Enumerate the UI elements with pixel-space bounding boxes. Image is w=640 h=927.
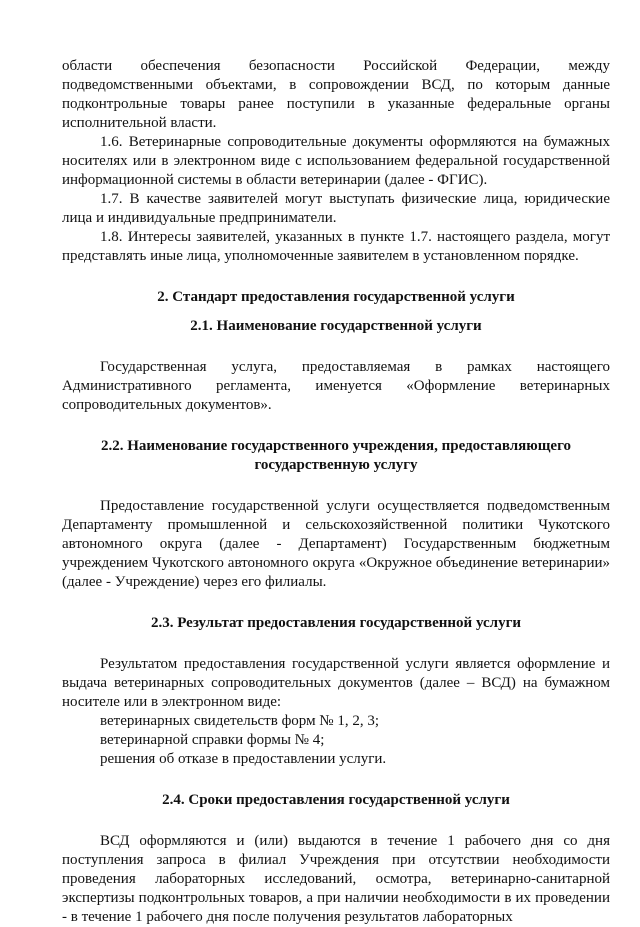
subsection-2-4-text: ВСД оформляются и (или) выдаются в течение 1 рабочего дня со дня поступления запроса в филиал Учреждения при отсутствии необходимости проведения лабораторных исследований, осмотра, ветеринарно-санитарной экспертизы подконтрольных товаров, а при наличии необходимости в их проведении - в течение 1 рабочего дня после получения результатов лабораторных bbox=[62, 833, 610, 925]
subsection-2-2-heading: 2.2. Наименование государственного учреждения, предоставляющего государственную услугу bbox=[100, 438, 572, 473]
document-page bbox=[62, 57, 610, 927]
subsection-2-1-heading: 2.1. Наименование государственной услуги bbox=[190, 318, 482, 334]
list-item: ветеринарных свидетельств форм № 1, 2, 3; bbox=[100, 713, 380, 729]
paragraph-intro: области обеспечения безопасности Российской Федерации, между подведомственными объектами, в сопровождении ВСД, по которым данные подконтрольные товары ранее поступили в указанные федеральные органы исполнительной власти. bbox=[62, 58, 610, 131]
subsection-2-4-heading: 2.4. Сроки предоставления государственной услуги bbox=[162, 792, 510, 808]
paragraph-1-6: 1.6. Ветеринарные сопроводительные документы оформляются на бумажных носителях или в электронном виде с использованием федеральной государственной информационной системы в области ветеринарии (далее - ФГИС). bbox=[62, 134, 610, 188]
subsection-2-1-text: Государственная услуга, предоставляемая в рамках настоящего Административного регламента, именуется «Оформление ветеринарных сопроводительных документов». bbox=[62, 359, 610, 413]
list-item: ветеринарной справки формы № 4; bbox=[100, 732, 325, 748]
subsection-2-2-text: Предоставление государственной услуги осуществляется подведомственным Департаменту промышленной и сельскохозяйственной политики Чукотского автономного округа (далее - Департамент) Государственным бюджетным учреждением Чукотского автономного округа «Окружное объединение ветеринарии» (далее - Учреждение) через его филиалы. bbox=[62, 498, 610, 590]
paragraph-1-7: 1.7. В качестве заявителей могут выступать физические лица, юридические лица и индивидуальные предприниматели. bbox=[62, 191, 610, 226]
section-2-heading: 2. Стандарт предоставления государственной услуги bbox=[157, 289, 515, 305]
subsection-2-3-heading: 2.3. Результат предоставления государственной услуги bbox=[150, 615, 522, 631]
list-item: решения об отказе в предоставлении услуги. bbox=[100, 751, 387, 767]
subsection-2-3-text: Результатом предоставления государственной услуги является оформление и выдача ветеринарных сопроводительных документов (далее – ВСД) на бумажном носителе или в электронном виде: bbox=[62, 656, 610, 710]
paragraph-1-8: 1.8. Интересы заявителей, указанных в пункте 1.7. настоящего раздела, могут представлять иные лица, уполномоченные заявителем в установленном порядке. bbox=[62, 229, 610, 264]
